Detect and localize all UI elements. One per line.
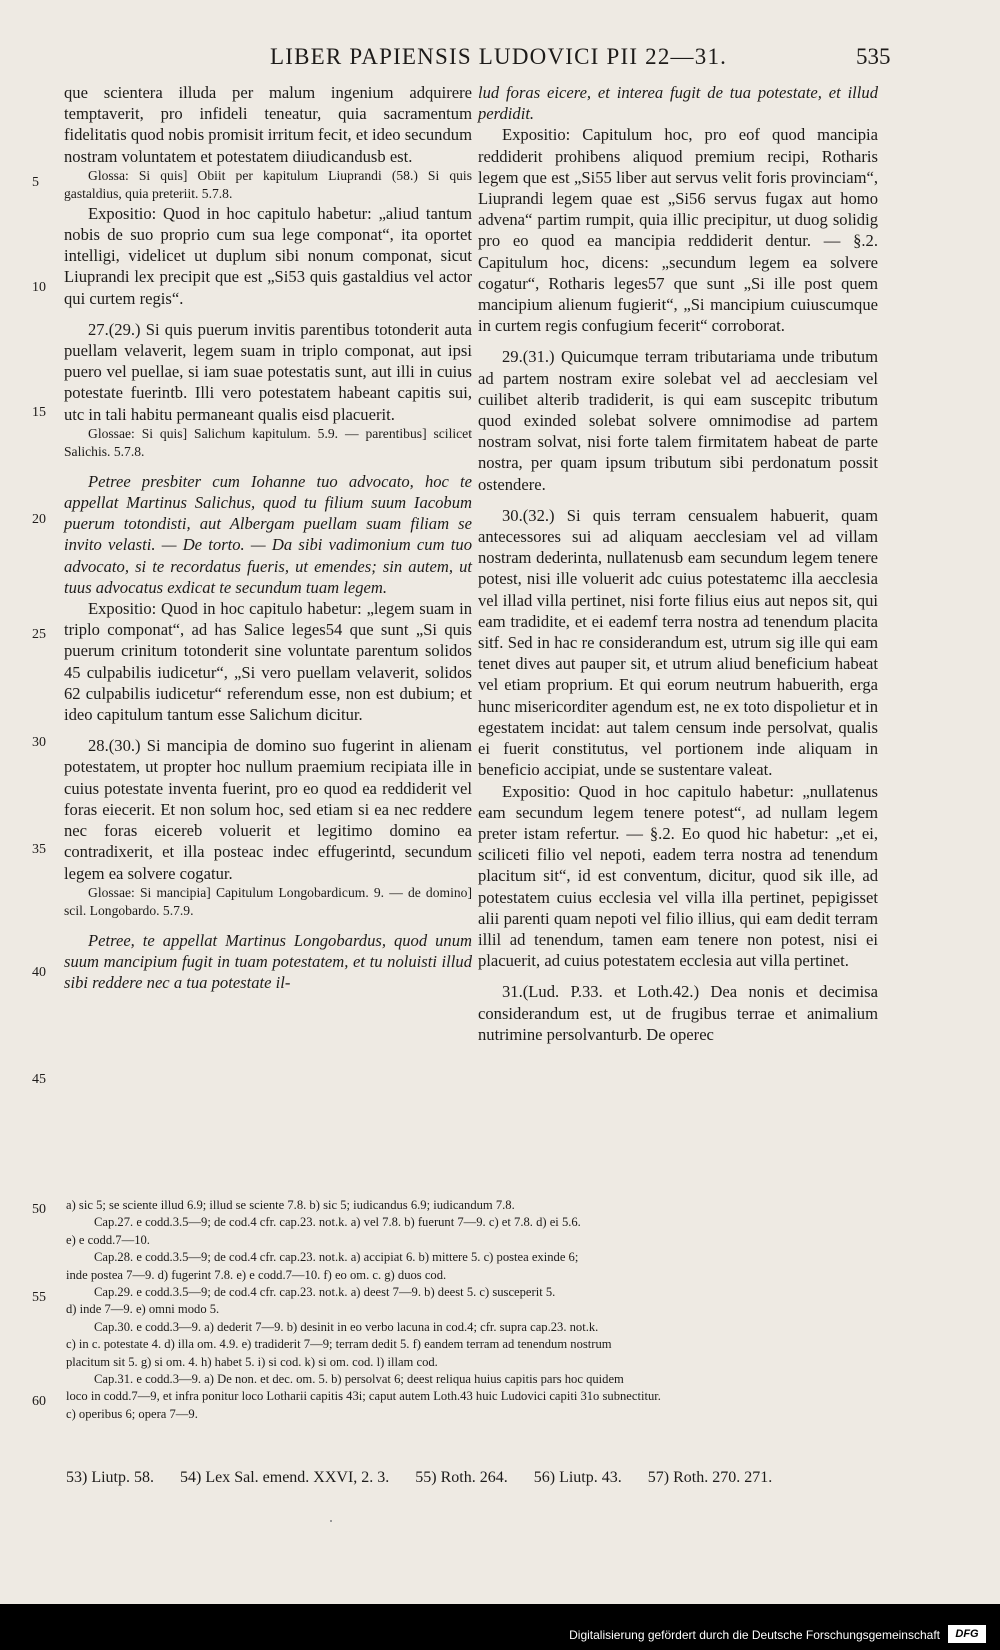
footnote-line: Cap.28. e codd.3.5—9; de cod.4 cfr. cap.23. not.k. a) accipiat 6. b) mittere 5. c) postea exinde 6; bbox=[94, 1250, 579, 1265]
paragraph-cap26-end: que scientera illuda per malum ingenium adquirere temptaverit, pro infideli teneatur, quia sacramentum fidelitatis quod nobis promisit irritum fecit, et ideo secundum nostram voluntatem et potestatem diiudicandusb est. bbox=[64, 83, 472, 166]
line-number: 55 bbox=[32, 1290, 46, 1305]
paragraph-cap28: 28.(30.) Si mancipia de domino suo fugerint in alienam potestatem, ut propter hoc nullum praemium recipiata ille in cuius potestate inventa fuerint, pro eo quod ea reddiderit vel foras eiecerit. Et non solum hoc, sed etiam si ea nec reddere nec foras eicereb voluerit et legitimo domino ea contradixerit, et illa posteac indec effugerintd, secundum legem ea solvere cogatur. bbox=[64, 736, 472, 883]
footnote-line: a) sic 5; se sciente illud 6.9; illud se sciente 7.8. b) sic 5; iudicandus 6.9; iudicandum 7.8. bbox=[66, 1198, 515, 1212]
paragraph-cap27: 27.(29.) Si quis puerum invitis parentibus totonderit auta puellam velaverit, legem suam in triplo componat, aut ipsi puero vel puellae, si iam suae potestatis sunt, aut illi in cuius potestate fuerintb. Illi vero potestatem habeant capitis sui, utc in tali habitu permaneant qualis eisd placuerit. bbox=[64, 319, 472, 424]
paragraph-cap29: 29.(31.) Quicumque terram tributariama unde tributum ad partem nostram exire solebat vel ad aecclesiam vel cuilibet alterib tradiderit, is qui eam suscepitc tributum quod exinded solebat solvere omnimodise ad partem nostram solvat, nisi forte talem firmitatem habeat de parte nostra, per quam ipsum tributum sibi perdonatum possit ostendere. bbox=[478, 347, 878, 494]
critical-apparatus bbox=[66, 1197, 880, 1423]
expositio-cap28: Expositio: Capitulum hoc, pro eof quod mancipia reddiderit prohibens aliquod premium recipi, Rotharis legem que est „Si55 liber aut servus velit foris provinciam“, Liuprandi legem quae est „Si56 servus fugax aut homo advena“ partim rumpit, quia illic precipitur, ut duog solidig pro eo quod ea mancipia reddiderit dentur. — §.2. Capitulum hoc, dicens: „secundum legem ea solvere cogatur“, Rotharis leges57 que sunt „Si ille post quem mancipium alienum fugierit“, „Si mancipium cuiuscumque in curtem regis confugium fecerit“ corroborat. bbox=[478, 125, 878, 336]
footnote-line: c) in c. potestate 4. d) illa om. 4.9. e) tradiderit 7—9; terram dedit 5. f) eandem terram ad tenendum nostrum bbox=[66, 1337, 612, 1352]
line-number: 5 bbox=[32, 175, 39, 190]
gloss-cap26: Glossa: Si quis] Obiit per kapitulum Liuprandi (58.) Si quis gastaldius, quia preteriit. 5.7.8. bbox=[64, 167, 472, 201]
credit-text: Digitalisierung gefördert durch die Deutsche Forschungsgemeinschaft bbox=[569, 1628, 940, 1642]
source-ref: 56) Liutp. 43. bbox=[533, 1469, 622, 1486]
formula-cap28-end: lud foras eicere, et interea fugit de tua potestate, et illud perdidit. bbox=[478, 83, 878, 124]
paragraph-cap31: 31.(Lud. P.33. et Loth.42.) Dea nonis et decimisa considerandum est, ut de frugibus terrae et animalium nutrimine persolvanturb. De operec bbox=[478, 982, 878, 1044]
gloss-cap27: Glossae: Si quis] Salichum kapitulum. 5.9. — parentibus] scilicet Salichis. 5.7.8. bbox=[64, 425, 472, 459]
gloss-cap28: Glossae: Si mancipia] Capitulum Longobardicum. 9. — de domino] scil. Longobardo. 5.7.9. bbox=[64, 884, 472, 918]
footnote-line: c) operibus 6; opera 7—9. bbox=[66, 1406, 198, 1421]
expositio-cap26: Expositio: Quod in hoc capitulo habetur: „aliud tantum nobis de suo proprio cum sua lege componat“, ita oportet intelligi, videlicet ut duplum sibi nonum componat, sicut Liuprandi lex precipit que est „Si53 quis gastaldius vel actor qui curtem regis“. bbox=[64, 203, 472, 308]
paragraph-cap30: 30.(32.) Si quis terram censualem habuerit, quam antecessores sui ad aliquam aecclesiam vel ad villam nostram dederinta, nullatenusb eam secundum legem tenere potest, nisi ille voluerit adc cuius potestatemc illa aecclesia vel illad villa pertinet, nisi forte filius eius aut nepos sit, qui eam tradidite, et ei eademf terra nostra ad tenendum placita sitf. Sed in hac re considerandum est, utrum sig ille qui eam tenet dives aut pauper sit, et utrum aliud beneficium habeat vel etiam proprium. Et qui eorum neutrum habuerith, erga hunc misericorditer agendum est, ne ex toto dispolietur et in egestatem incidat: aut talem censum inde persolvat, qualis ei fuerit constitutus, vel portionem inde aliquam in beneficio accipiat, unde se sustentare valeat. bbox=[478, 505, 878, 780]
line-number: 20 bbox=[32, 512, 46, 527]
page-number: 535 bbox=[856, 44, 891, 69]
formula-cap28: Petree, te appellat Martinus Longobardus, quod unum suum mancipium fugit in tuam potestatem, et tu noluisti illud sibi reddere nec a tua potestate il- bbox=[64, 930, 472, 993]
line-number: 30 bbox=[32, 735, 46, 750]
digitization-credit-bar bbox=[0, 1604, 1000, 1650]
dfg-logo: DFG bbox=[948, 1625, 986, 1643]
footnote-line: placitum sit 5. g) si om. 4. h) habet 5. i) si cod. k) si om. cod. l) illam cod. bbox=[66, 1354, 438, 1369]
source-references bbox=[66, 1469, 794, 1487]
expositio-cap27: Expositio: Quod in hoc capitulo habetur: „legem suam in triplo componat“, ad has Salice leges54 que sunt „Si quis puerum crinitum totonderit sine voluntate parentum solidos 45 culpabilis iudicetur“, „Si vero puellam velaverit, solidos 62 culpabilis iudicetur“ referendum esse, non est dubium; et ideo capitulum tantum esse Salichum dicitur. bbox=[64, 599, 472, 725]
footnote-line: Cap.29. e codd.3.5—9; de cod.4 cfr. cap.23. not.k. a) deest 7—9. b) deest 5. c) susceperit 5. bbox=[94, 1285, 556, 1300]
line-number: 40 bbox=[32, 965, 46, 980]
line-number: 10 bbox=[32, 280, 46, 295]
line-number: 45 bbox=[32, 1072, 46, 1087]
footnote-line: Cap.30. e codd.3—9. a) dederit 7—9. b) desinit in eo verbo lacuna in cod.4; cfr. supra cap.23. not.k. bbox=[94, 1319, 599, 1334]
running-header: LIBER PAPIENSIS LUDOVICI PII 22—31. bbox=[270, 44, 728, 69]
source-ref: 57) Roth. 270. 271. bbox=[647, 1469, 773, 1486]
line-number: 50 bbox=[32, 1202, 46, 1217]
source-ref: 54) Lex Sal. emend. XXVI, 2. 3. bbox=[180, 1469, 390, 1486]
footnote-line: Cap.27. e codd.3.5—9; de cod.4 cfr. cap.23. not.k. a) vel 7.8. b) fuerunt 7—9. c) et 7.8. d) ei 5.6. bbox=[94, 1215, 581, 1230]
expositio-cap30: Expositio: Quod in hoc capitulo habetur: „nullatenus eam secundum legem tenere potest“, ad nullam legem preter istam refertur. — §.2. Eo quod hic habetur: „et ei, sciliceti filio vel nepoti, eadem terra nostra ad tenendum placitum sit“, id est conventum, dicitur, quod sik ille, ad potestatem cuius ecclesia vel villa illa pertinet, pepigisset alii parenti quam nepoti vel filio illius, qui eam dedit terram illil ad tenendum, tamen eam tenere non potest, nisi ei placuerit, ad cuius potestatem ecclesia aut villa pertinet. bbox=[478, 781, 878, 971]
footnote-line: e) e codd.7—10. bbox=[66, 1232, 150, 1247]
footnote-line: d) inde 7—9. e) omni modo 5. bbox=[66, 1302, 220, 1317]
left-column bbox=[64, 82, 472, 993]
source-ref: 55) Roth. 264. bbox=[415, 1469, 508, 1486]
right-column bbox=[478, 82, 878, 1045]
line-number: 25 bbox=[32, 627, 46, 642]
footnote-line: inde postea 7—9. d) fugerint 7.8. e) e codd.7—10. f) eo om. c. g) duos cod. bbox=[66, 1267, 447, 1282]
line-number: 60 bbox=[32, 1394, 46, 1409]
footnote-line: Cap.31. e codd.3—9. a) De non. et dec. om. 5. b) persolvat 6; deest reliqua huius capitis pars hoc quidem bbox=[94, 1372, 624, 1387]
line-number: 15 bbox=[32, 405, 46, 420]
formula-cap27: Petree presbiter cum Iohanne tuo advocato, hoc te appellat Martinus Salichus, quod tu filium suum Iacobum puerum totondisti, aut Albergam puellam suam filiam se invito velasti. — De torto. — Da sibi vadimonium cum tuo advocato, si te recordatus fueris, ut emendes; sin autem, ut tuus advocatus exdicat te secundum tuam legem. bbox=[64, 471, 472, 597]
scan-speck bbox=[330, 1520, 332, 1522]
footnote-line: loco in codd.7—9, et infra ponitur loco Lotharii capitis 43i; caput autem Loth.43 huic Ludovici capiti 31o subnectitur. bbox=[66, 1389, 661, 1404]
source-ref: 53) Liutp. 58. bbox=[66, 1469, 154, 1486]
line-number: 35 bbox=[32, 842, 46, 857]
